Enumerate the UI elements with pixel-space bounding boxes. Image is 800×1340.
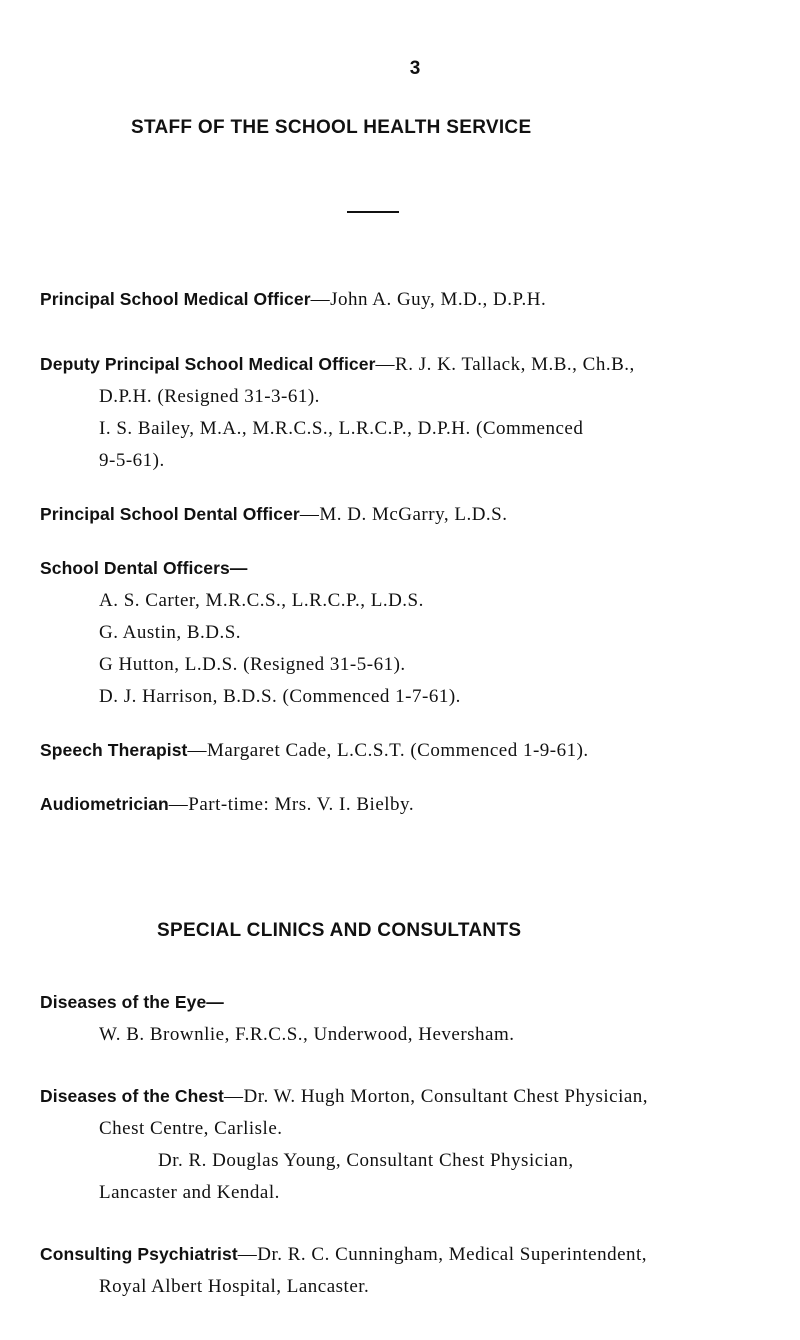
dental-officer-name: D. J. Harrison, B.D.S. (Commenced 1-7-61). <box>99 686 461 707</box>
principal-smo-entry <box>40 289 546 311</box>
section-title-clinics: SPECIAL CLINICS AND CONSULTANTS <box>157 920 522 941</box>
chest-clinic-second: Dr. R. Douglas Young, Consultant Chest Physician, <box>158 1150 574 1171</box>
speech-therapist-entry <box>40 740 589 762</box>
deputy-smo-text: —R. J. K. Tallack, M.B., Ch.B., <box>375 354 635 375</box>
deputy-smo-label: Deputy Principal School Medical Officer <box>40 354 376 374</box>
audiometrician-entry <box>40 794 414 816</box>
psychiatrist-text: —Dr. R. C. Cunningham, Medical Superintendent, <box>237 1244 648 1265</box>
eye-clinic-label: Diseases of the Eye— <box>40 992 224 1012</box>
chest-clinic-text: —Dr. W. Hugh Morton, Consultant Chest Physician, <box>223 1086 649 1107</box>
page-number: 3 <box>409 58 421 79</box>
chest-clinic-label: Diseases of the Chest <box>40 1086 224 1106</box>
title-divider <box>347 211 399 213</box>
deputy-smo-second-name: I. S. Bailey, M.A., M.R.C.S., L.R.C.P., D.P.H. (Commenced <box>99 418 584 439</box>
chest-clinic-continuation: Chest Centre, Carlisle. <box>99 1118 283 1139</box>
dental-officer-name: G. Austin, B.D.S. <box>99 622 242 643</box>
psychiatrist-label: Consulting Psychiatrist <box>40 1244 238 1264</box>
chest-clinic-entry <box>40 1086 648 1108</box>
deputy-smo-entry <box>40 354 635 376</box>
eye-clinic-text: W. B. Brownlie, F.R.C.S., Underwood, Heversham. <box>99 1024 515 1045</box>
principal-dental-label: Principal School Dental Officer <box>40 504 300 524</box>
deputy-smo-second-continuation: 9-5-61). <box>99 450 165 471</box>
principal-smo-label: Principal School Medical Officer <box>40 289 311 309</box>
principal-dental-entry <box>40 504 508 526</box>
principal-smo-text: —John A. Guy, M.D., D.P.H. <box>310 289 547 310</box>
speech-therapist-text: —Margaret Cade, L.C.S.T. (Commenced 1-9-61). <box>187 740 589 761</box>
audiometrician-label: Audiometrician <box>40 794 169 814</box>
chest-clinic-second-continuation: Lancaster and Kendal. <box>99 1182 280 1203</box>
principal-dental-text: —M. D. McGarry, L.D.S. <box>299 504 508 525</box>
speech-therapist-label: Speech Therapist <box>40 740 188 760</box>
dental-officers-label: School Dental Officers— <box>40 558 248 578</box>
psychiatrist-entry <box>40 1244 647 1266</box>
deputy-smo-continuation: D.P.H. (Resigned 31-3-61). <box>99 386 320 407</box>
dental-officer-name: G Hutton, L.D.S. (Resigned 31-5-61). <box>99 654 406 675</box>
page-title: STAFF OF THE SCHOOL HEALTH SERVICE <box>131 117 532 138</box>
audiometrician-text: —Part-time: Mrs. V. I. Bielby. <box>168 794 415 815</box>
dental-officer-name: A. S. Carter, M.R.C.S., L.R.C.P., L.D.S. <box>99 590 424 611</box>
psychiatrist-continuation: Royal Albert Hospital, Lancaster. <box>99 1276 370 1297</box>
